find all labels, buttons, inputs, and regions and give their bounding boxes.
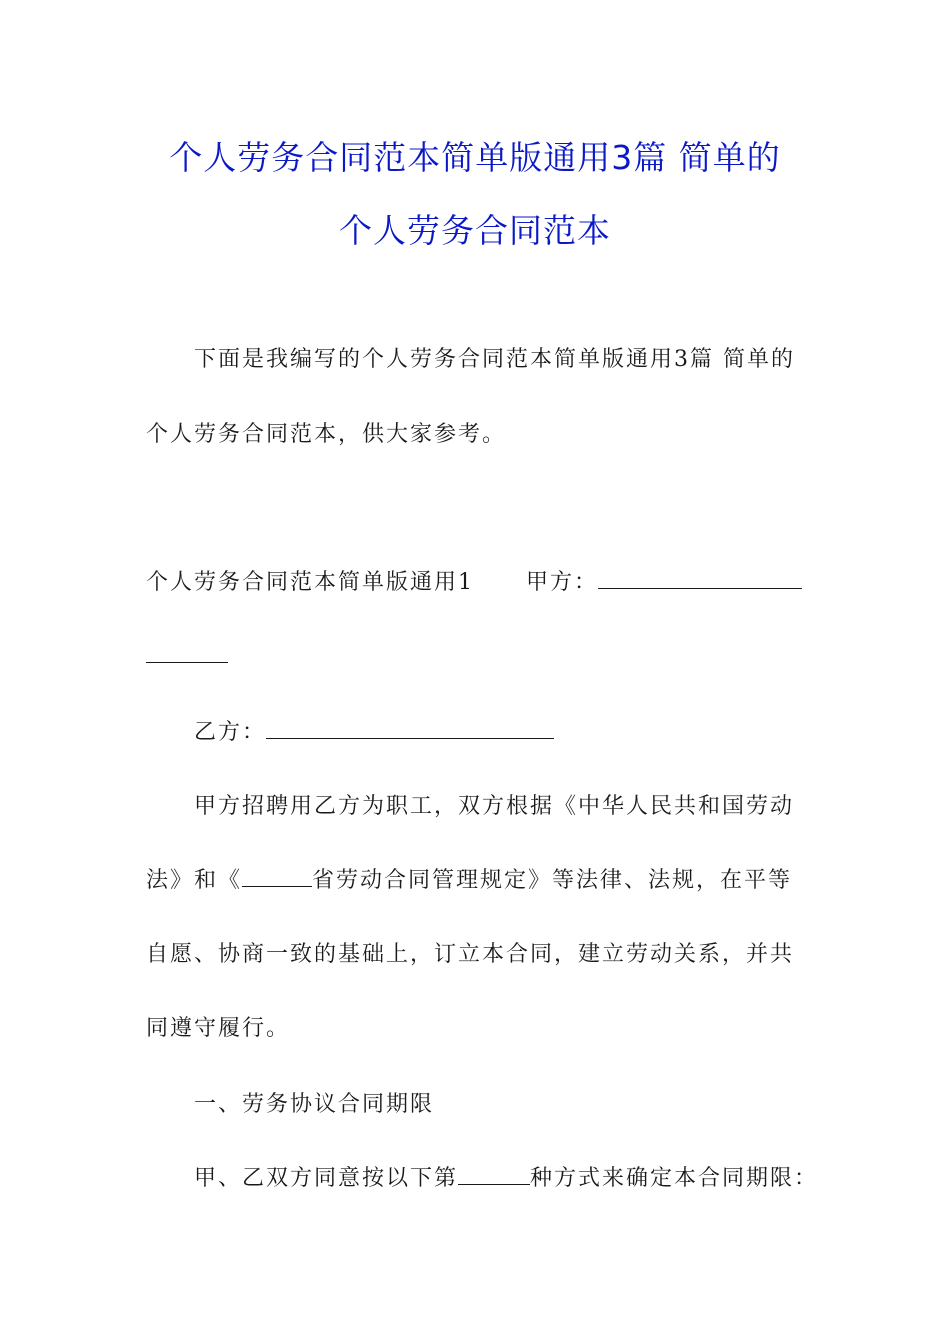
clause1-text — [194, 1164, 818, 1194]
party-a-blank — [598, 568, 802, 589]
para1-line-2 — [146, 866, 792, 896]
para1-line-3: 自愿、协商一致的基础上，订立本合同，建立劳动关系，并共 — [146, 942, 795, 967]
section-heading-row — [146, 568, 802, 598]
term-option-blank — [458, 1164, 530, 1185]
clause1-heading: 一、劳务协议合同期限 — [194, 1092, 435, 1117]
party-a-label: 甲方： — [526, 570, 599, 595]
province-blank — [242, 866, 312, 887]
clause1-text-pre: 甲、乙双方同意按以下第 — [194, 1166, 459, 1191]
document-title-line-1: 个人劳务合同范本简单版通用3篇 简单的 — [169, 138, 781, 177]
section-heading: 个人劳务合同范本简单版通用1 — [146, 570, 474, 595]
para1-line-4: 同遵守履行。 — [146, 1016, 291, 1041]
document-title-line-2: 个人劳务合同范本 — [339, 211, 611, 250]
intro-line-1: 下面是我编写的个人劳务合同范本简单版通用3篇 简单的 — [194, 347, 795, 372]
party-b-blank — [266, 718, 554, 739]
para1-line-2-post: 省劳动合同管理规定》等法律、法规，在平等 — [312, 868, 793, 893]
para1-line-2-pre: 法》和《 — [146, 868, 243, 893]
party-a-blank-continued-row — [146, 642, 228, 672]
clause1-text-post: 种方式来确定本合同期限： — [530, 1166, 819, 1191]
party-b-label: 乙方： — [194, 720, 267, 745]
party-b-row — [194, 718, 554, 748]
para1-line-1: 甲方招聘用乙方为职工，双方根据《中华人民共和国劳动 — [194, 794, 795, 819]
intro-line-2: 个人劳务合同范本，供大家参考。 — [146, 422, 507, 447]
party-a-blank-continued — [146, 642, 228, 663]
